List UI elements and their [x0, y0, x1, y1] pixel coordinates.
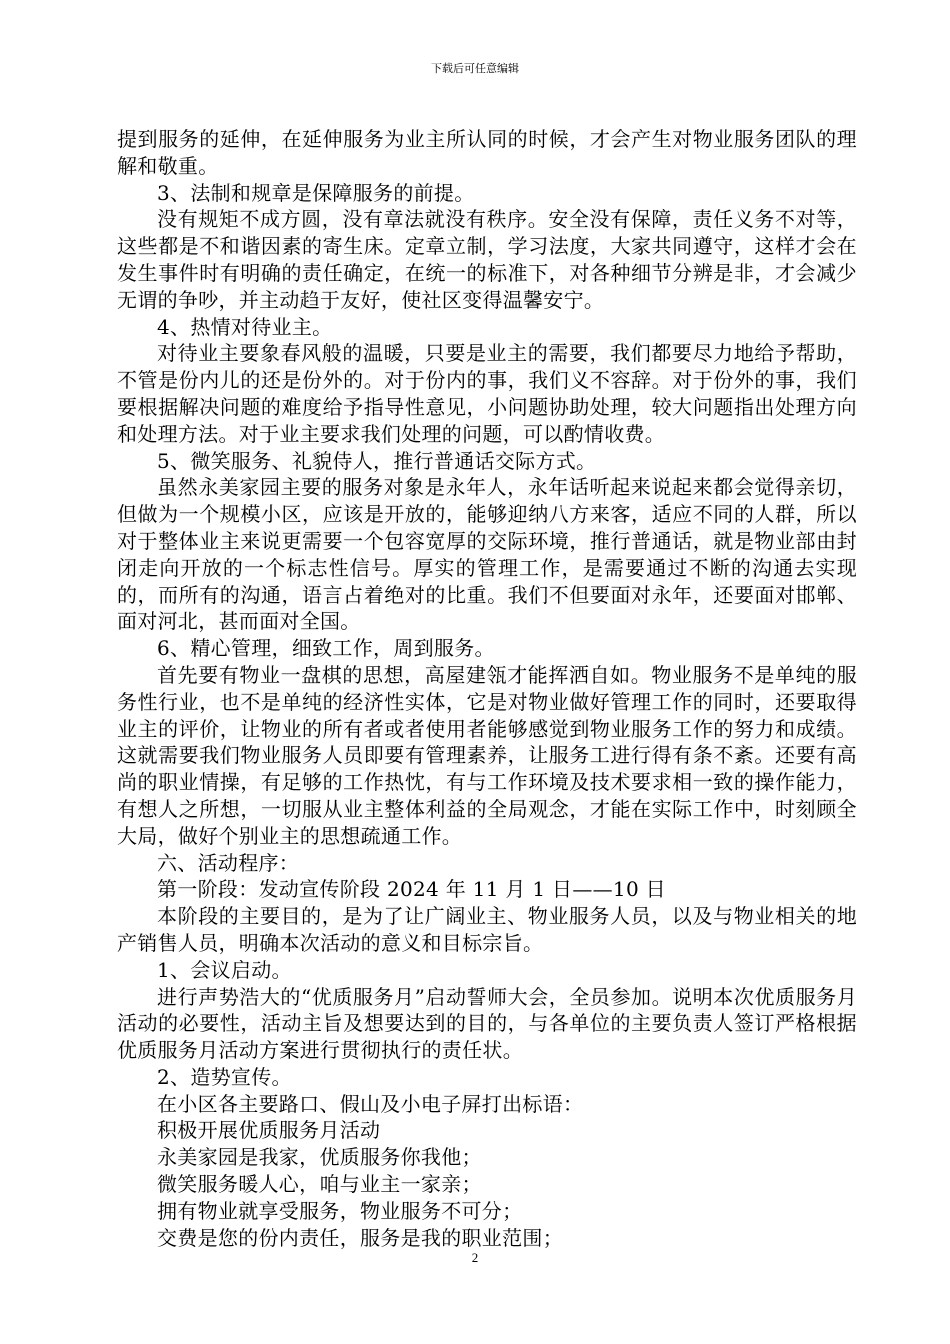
- paragraph: 提到服务的延伸，在延伸服务为业主所认同的时候，才会产生对物业服务团队的理解和敬重。: [117, 127, 857, 178]
- paragraph: 进行声势浩大的“优质服务月”启动誓师大会，全员参加。说明本次优质服务月活动的必要性，活动主旨及想要达到的目的，与各单位的主要负责人签订严格根据优质服务月活动方案进行贯彻执行的责任状。: [117, 984, 857, 1063]
- page-header: 下载后可任意编辑: [431, 62, 519, 75]
- paragraph: 虽然永美家园主要的服务对象是永年人，永年话听起来说起来都会觉得亲切，但做为一个规模小区，应该是开放的，能够迎纳八方来客，适应不同的人群，所以对于整体业主来说更需要一个包容宽厚的交际环境，推行普通话，就是物业部由封闭走向开放的一个标志性信号。厚实的管理工作，是需要通过不断的沟通去实现的，而所有的沟通，语言占着绝对的比重。我们不但要面对永年，还要面对邯郸、面对河北，甚而面对全国。: [117, 475, 857, 634]
- stage-heading: 第一阶段：发动宣传阶段 2024 年 11 月 1 日——10 日: [157, 877, 666, 902]
- paragraph: 对待业主要象春风般的温暖，只要是业主的需要，我们都要尽力地给予帮助，不管是份内儿的还是份外的。对于份内的事，我们义不容辞。对于份外的事，我们要根据解决问题的难度给予指导性意见，小问题协助处理，较大问题指出处理方向和处理方法。对于业主要求我们处理的问题，可以酌情收费。: [117, 341, 857, 446]
- section-heading: 4、热情对待业主。: [157, 314, 333, 339]
- paragraph: 没有规矩不成方圆，没有章法就没有秩序。安全没有保障，责任义务不对等，这些都是不和谐因素的寄生床。定章立制，学习法度，大家共同遵守，这样才会在发生事件时有明确的责任确定，在统一的标准下，对各种细节分辨是非，才会减少无谓的争吵，并主动趋于友好，使社区变得温馨安宁。: [117, 207, 857, 312]
- section-heading: 六、活动程序：: [157, 850, 300, 875]
- slogan-line: 永美家园是我家，优质服务你我他；: [157, 1145, 482, 1170]
- section-heading: 6、精心管理，细致工作，周到服务。: [157, 636, 495, 661]
- paragraph: 首先要有物业一盘棋的思想，高屋建瓴才能挥洒自如。物业服务不是单纯的服务性行业，也不是单纯的经济性实体，它是对物业做好管理工作的同时，还要取得业主的评价，让物业的所有者或者使用者能够感觉到物业服务工作的努力和成绩。这就需要我们物业服务人员即要有管理素养，让服务工进行得有条不紊。还要有高尚的职业情操，有足够的工作热忱，有与工作环境及技术要求相一致的操作能力，有想人之所想，一切服从业主整体利益的全局观念，才能在实际工作中，时刻顾全大局，做好个别业主的思想疏通工作。: [117, 662, 857, 848]
- paragraph: 本阶段的主要目的，是为了让广阔业主、物业服务人员，以及与物业相关的地产销售人员，明确本次活动的意义和目标宗旨。: [117, 904, 857, 955]
- document-body: [117, 126, 857, 1251]
- slogan-line: 交费是您的份内责任，服务是我的职业范围；: [157, 1225, 563, 1250]
- paragraph: 在小区各主要路口、假山及小电子屏打出标语：: [157, 1091, 584, 1116]
- slogan-line: 积极开展优质服务月活动: [157, 1118, 381, 1143]
- slogan-line: 拥有物业就享受服务，物业服务不可分；: [157, 1198, 523, 1223]
- section-heading: 5、微笑服务、礼貌侍人，推行普通话交际方式。: [157, 448, 597, 473]
- section-heading: 1、会议启动。: [157, 957, 292, 982]
- page-number: 2: [471, 1250, 479, 1265]
- section-heading: 3、法制和规章是保障服务的前提。: [157, 180, 475, 205]
- section-heading: 2、造势宣传。: [157, 1064, 292, 1089]
- slogan-line: 微笑服务暖人心，咱与业主一家亲；: [157, 1172, 482, 1197]
